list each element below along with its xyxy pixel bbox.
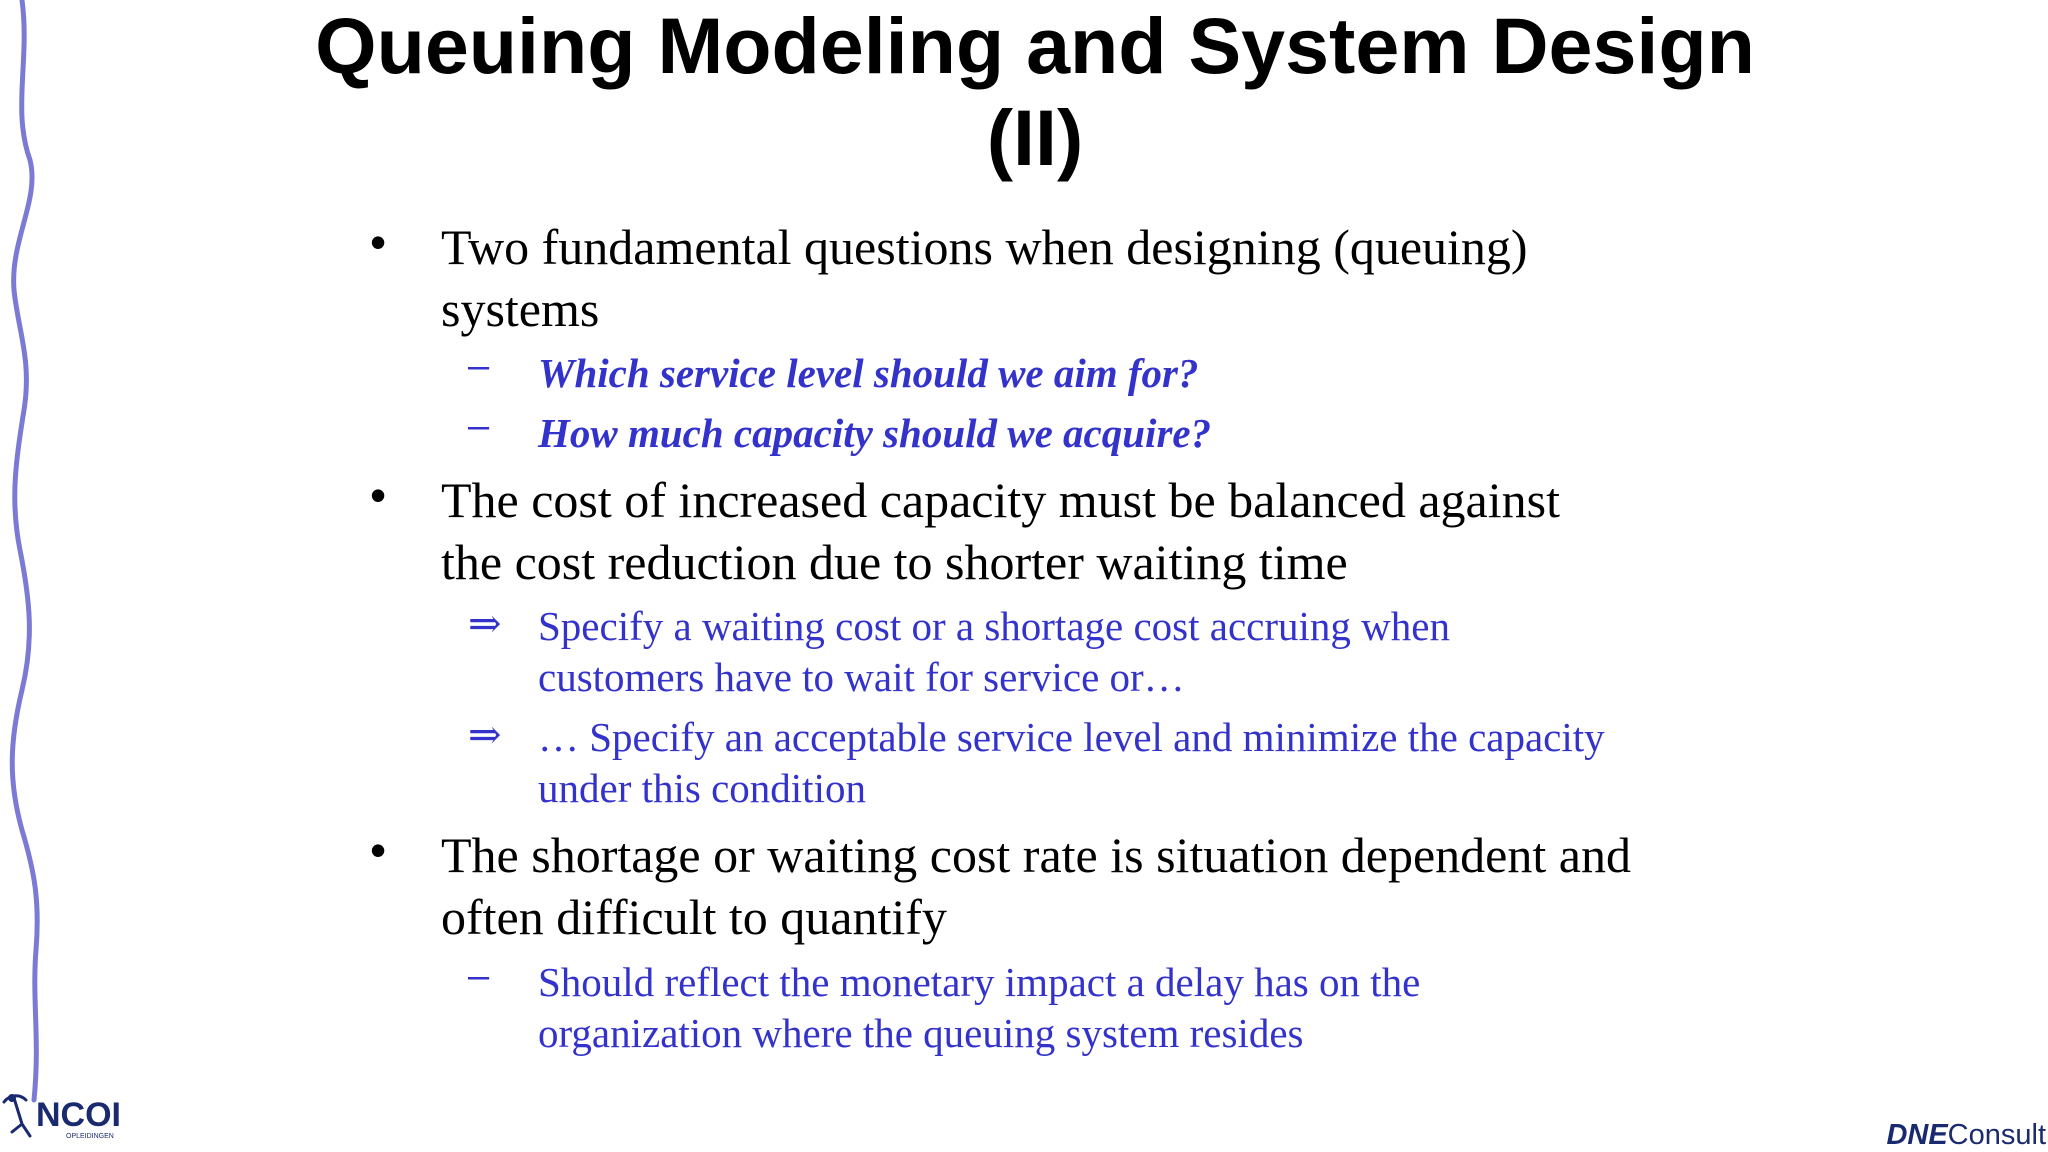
ncoi-logo-subtext: OPLEIDINGEN [66,1133,114,1140]
bullet-2-sub-1-line-1: Specify a waiting cost or a shortage cost accruing when [538,603,1450,649]
sub-marker-arrow: ⇒ [468,601,502,646]
bullet-2-sub-2 [538,712,1738,814]
bullet-1-line-2: systems [441,281,600,337]
bullet-2-sub-2-line-2: under this condition [538,765,866,811]
bullet-3-sub-1 [538,957,1738,1059]
bullet-2-sub-1-line-2: customers have to wait for service or… [538,654,1185,700]
dne-logo-brand: DNE [1886,1119,1948,1151]
bullet-3-line-2: often difficult to quantify [441,889,947,945]
title-line-2: (II) [986,93,1084,182]
dne-logo-suffix: Consult [1947,1119,2046,1151]
bullet-2-line-1: The cost of increased capacity must be balanced against [441,472,1560,528]
sub-marker-dash: – [468,345,490,387]
bullet-1 [441,216,1741,340]
sub-marker-arrow: ⇒ [468,712,502,757]
left-decorative-wave [0,0,60,1152]
bullet-1-sub-1: Which service level should we aim for? [538,350,1199,396]
sub-marker-dash: – [468,955,490,997]
bullet-1-sub-2: How much capacity should we acquire? [538,410,1212,456]
title-line-1: Queuing Modeling and System Design [315,1,1755,90]
bullet-marker: • [370,469,387,521]
ncoi-logo-text: NCOI [36,1096,121,1134]
sub-marker-dash: – [468,405,490,447]
bullet-2-sub-1 [538,601,1738,703]
bullet-2-line-2: the cost reduction due to shorter waiting time [441,534,1348,590]
bullet-2-sub-2-line-1: … Specify an acceptable service level and minimize the capacity [538,714,1605,760]
bullet-marker: • [370,824,387,876]
bullet-3-line-1: The shortage or waiting cost rate is situation dependent and [441,827,1631,883]
bullet-3 [441,824,1741,948]
ncoi-logo [0,1080,130,1152]
bullet-3-sub-1-line-1: Should reflect the monetary impact a delay has on the [538,959,1421,1005]
slide-title [300,0,1770,184]
bullet-marker: • [370,216,387,268]
bullet-1-line-1: Two fundamental questions when designing (queuing) [441,219,1528,275]
dne-consult-logo [1848,1112,2048,1152]
bullet-3-sub-1-line-2: organization where the queuing system resides [538,1010,1304,1056]
bullet-2 [441,469,1741,593]
